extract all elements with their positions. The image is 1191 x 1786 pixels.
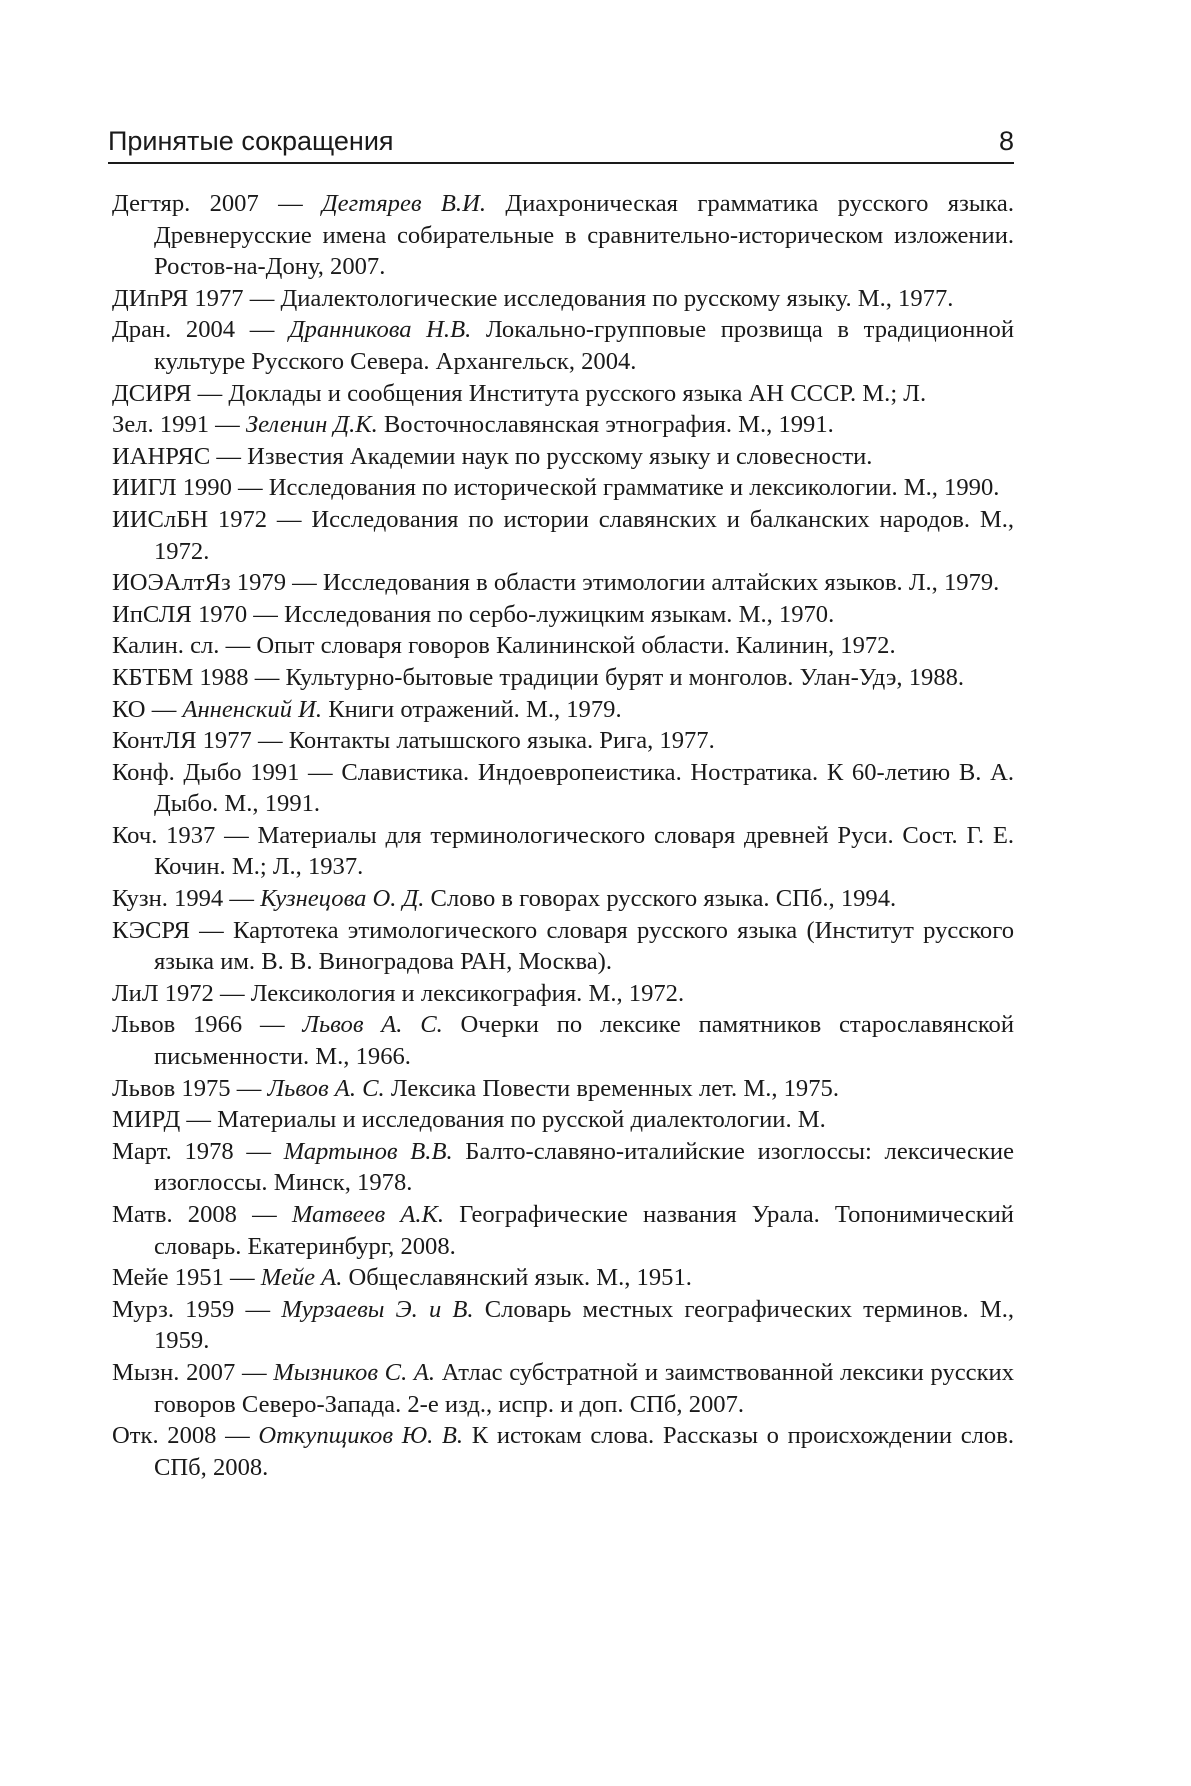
page-number: 8 bbox=[998, 126, 1014, 156]
abbreviation-entry bbox=[112, 1104, 1014, 1136]
abbreviation-entry bbox=[112, 1294, 1014, 1357]
entry-abbreviation: ДИпРЯ 1977 — bbox=[112, 284, 281, 312]
entry-author: Матвеев А.К. bbox=[291, 1201, 444, 1228]
abbreviation-entry bbox=[112, 314, 1014, 377]
entry-description: Лексикология и лексикография. М., 1972. bbox=[250, 979, 685, 1007]
abbreviation-entry bbox=[112, 725, 1014, 757]
entry-author: Дранникова Н.В. bbox=[288, 316, 472, 344]
entry-author: Львов А. С. bbox=[267, 1074, 385, 1102]
entry-description: Материалы для терминологического словаря древней Руси. Сост. Г. Е. Кочин. М.; Л., 1937. bbox=[154, 821, 1014, 881]
entry-author: Мурзаевы Э. и В. bbox=[281, 1295, 474, 1323]
entry-description: Словарь местных географических терминов. М., 1959. bbox=[154, 1295, 1014, 1355]
entry-description: Локально-групповые прозвища в традиционной культуре Русского Севера. Архангельск, 2004. bbox=[154, 316, 1014, 375]
abbreviation-entry bbox=[112, 283, 1014, 315]
entry-description: Книги отражений. М., 1979. bbox=[322, 695, 622, 723]
entry-description: Исследования по сербо-лужицким языкам. М., 1970. bbox=[284, 600, 835, 628]
abbreviation-entry bbox=[112, 820, 1014, 883]
entry-abbreviation: Львов 1966 — bbox=[112, 1011, 303, 1039]
entry-description: Известия Академии наук по русскому языку и словесности. bbox=[247, 442, 873, 470]
entry-description: Диалектологические исследования по русскому языку. М., 1977. bbox=[280, 284, 954, 312]
abbreviation-list bbox=[112, 188, 1014, 1483]
entry-description: Очерки по лексике памятников старославянской письменности. М., 1966. bbox=[154, 1011, 1014, 1071]
entry-description: Атлас субстратной и заимствованной лексики русских говоров Северо-Запада. 2-е изд., испр. и доп. СПб, 2007. bbox=[154, 1358, 1015, 1418]
entry-author: Откупщиков Ю. В. bbox=[258, 1422, 464, 1450]
abbreviation-entry bbox=[112, 662, 1014, 694]
entry-abbreviation: ИИГЛ 1990 — bbox=[112, 474, 269, 502]
entry-abbreviation: ДСИРЯ — bbox=[112, 379, 229, 407]
entry-author: Мейе А. bbox=[260, 1264, 343, 1292]
entry-author: Анненский И. bbox=[182, 695, 323, 723]
entry-description: Опыт словаря говоров Калининской области. Калинин, 1972. bbox=[256, 632, 896, 660]
entry-description: Лексика Повести временных лет. М., 1975. bbox=[384, 1074, 839, 1102]
entry-description: Балто-славяно-италийские изоглоссы: лексические изоглоссы. Минск, 1978. bbox=[154, 1137, 1014, 1197]
entry-description: Культурно-бытовые традиции бурят и монголов. Улан-Удэ, 1988. bbox=[285, 663, 965, 691]
entry-author: Зеленин Д.К. bbox=[245, 411, 378, 439]
entry-abbreviation: КО — bbox=[112, 695, 183, 723]
abbreviation-entry bbox=[112, 978, 1014, 1010]
entry-abbreviation: Мурз. 1959 — bbox=[112, 1295, 282, 1323]
abbreviation-entry bbox=[112, 1262, 1014, 1294]
abbreviation-entry bbox=[112, 694, 1014, 726]
abbreviation-entry bbox=[112, 1199, 1014, 1262]
entry-author: Мызников С. А. bbox=[273, 1358, 436, 1386]
entry-author: Львов А. С. bbox=[302, 1011, 443, 1039]
entry-author: Дегтярев В.И. bbox=[322, 190, 486, 217]
entry-description: Географические названия Урала. Топонимический словарь. Екатеринбург, 2008. bbox=[154, 1201, 1014, 1260]
entry-description: Доклады и сообщения Института русского языка АН СССР. М.; Л. bbox=[228, 379, 927, 407]
entry-abbreviation: Мейе 1951 — bbox=[112, 1264, 261, 1292]
entry-abbreviation: ИпСЛЯ 1970 — bbox=[112, 600, 285, 628]
entry-description: Исследования по истории славянских и балканских народов. М., 1972. bbox=[154, 505, 1014, 565]
entry-description: Исследования в области этимологии алтайских языков. Л., 1979. bbox=[322, 569, 1000, 597]
entry-description: Восточнославянская этнография. М., 1991. bbox=[377, 411, 834, 439]
entry-abbreviation: ЛиЛ 1972 — bbox=[112, 979, 251, 1007]
entry-abbreviation: Львов 1975 — bbox=[112, 1074, 268, 1102]
entry-abbreviation: КЭСРЯ — bbox=[112, 916, 233, 944]
entry-abbreviation: Дегтяр. 2007 — bbox=[112, 190, 323, 217]
entry-abbreviation: Мызн. 2007 — bbox=[112, 1358, 274, 1386]
entry-description: Картотека этимологического словаря русского языка (Институт русского языка им. В. В. Виноградова РАН, Москва). bbox=[154, 916, 1014, 976]
entry-description: Материалы и исследования по русской диалектологии. М. bbox=[217, 1106, 826, 1134]
entry-description: К истокам слова. Рассказы о происхождении слов. СПб, 2008. bbox=[154, 1422, 1014, 1481]
abbreviation-entry bbox=[112, 1009, 1014, 1072]
abbreviation-entry bbox=[112, 757, 1014, 820]
abbreviation-entry bbox=[112, 599, 1014, 631]
page-title: Принятые сокращения bbox=[108, 126, 394, 156]
entry-abbreviation: ИАНРЯС — bbox=[112, 442, 248, 470]
entry-abbreviation: Зел. 1991 — bbox=[112, 411, 246, 439]
entry-abbreviation: Отк. 2008 — bbox=[112, 1422, 259, 1450]
abbreviation-entry bbox=[112, 1357, 1014, 1420]
entry-abbreviation: ИОЭАлтЯз 1979 — bbox=[112, 569, 323, 597]
entry-description: Контакты латышского языка. Рига, 1977. bbox=[288, 727, 715, 755]
entry-abbreviation: МИРД — bbox=[112, 1106, 218, 1134]
abbreviation-entry bbox=[112, 409, 1014, 441]
abbreviation-entry bbox=[112, 1420, 1014, 1483]
abbreviation-entry bbox=[112, 915, 1014, 978]
entry-abbreviation: ИИСлБН 1972 — bbox=[112, 505, 312, 533]
entry-author: Мартынов В.В. bbox=[283, 1137, 453, 1165]
page-header bbox=[108, 118, 1014, 164]
entry-abbreviation: Март. 1978 — bbox=[112, 1137, 284, 1165]
entry-abbreviation: Калин. сл. — bbox=[112, 632, 257, 660]
abbreviation-entry bbox=[112, 472, 1014, 504]
entry-abbreviation: Кузн. 1994 — bbox=[112, 885, 261, 913]
abbreviation-entry bbox=[112, 441, 1014, 473]
entry-abbreviation: Матв. 2008 — bbox=[112, 1201, 292, 1228]
entry-abbreviation: КонтЛЯ 1977 — bbox=[112, 727, 289, 755]
entry-abbreviation: Конф. Дыбо 1991 — bbox=[112, 758, 342, 786]
entry-abbreviation: КБТБМ 1988 — bbox=[112, 663, 286, 691]
entry-description: Исследования по исторической грамматике и лексикологии. М., 1990. bbox=[268, 474, 1000, 502]
abbreviation-entry bbox=[112, 1136, 1014, 1199]
abbreviation-entry bbox=[112, 504, 1014, 567]
abbreviation-entry bbox=[112, 378, 1014, 410]
abbreviation-entry bbox=[112, 567, 1014, 599]
entry-abbreviation: Коч. 1937 — bbox=[112, 821, 258, 849]
entry-description: Славистика. Индоевропеистика. Ностратика. К 60-летию В. А. Дыбо. М., 1991. bbox=[154, 758, 1014, 818]
entry-author: Кузнецова О. Д. bbox=[260, 885, 425, 913]
entry-description: Общеславянский язык. М., 1951. bbox=[342, 1264, 692, 1292]
entry-description: Слово в говорах русского языка. СПб., 1994. bbox=[424, 885, 897, 913]
entry-description: Диахроническая грамматика русского языка. Древнерусские имена собирательные в сравнительно-историческом изложении. Ростов-на-Дону, 2007. bbox=[154, 190, 1014, 281]
abbreviation-entry bbox=[112, 188, 1014, 283]
abbreviation-entry bbox=[112, 1073, 1014, 1105]
abbreviation-entry bbox=[112, 630, 1014, 662]
abbreviation-entry bbox=[112, 883, 1014, 915]
entry-abbreviation: Дран. 2004 — bbox=[112, 316, 289, 344]
